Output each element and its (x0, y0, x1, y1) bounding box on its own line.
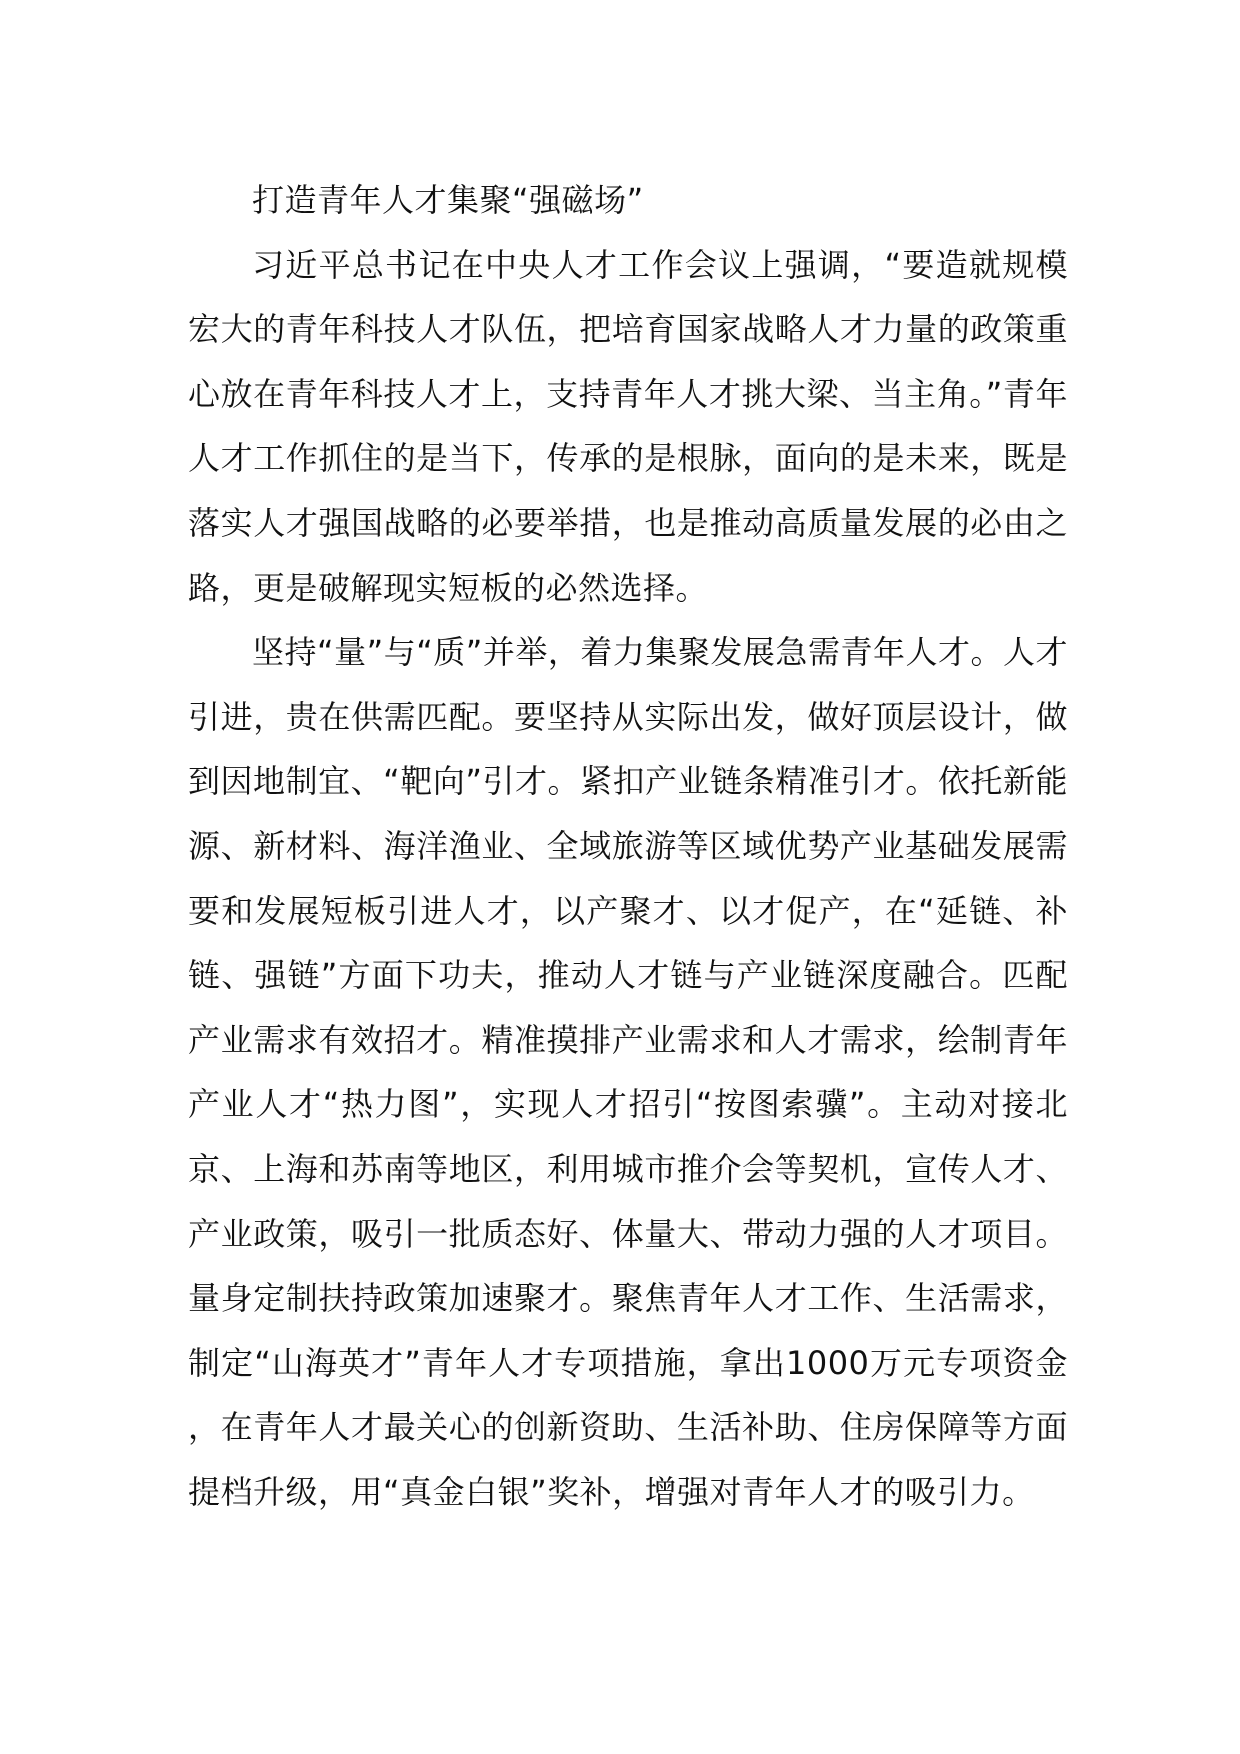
paragraph-intro: 习近平总书记在中央人才工作会议上强调，“要造就规模宏大的青年科技人才队伍，把培育国家战略人才力量的政策重心放在青年科技人才上，支持青年人才挑大梁、当主角。”青年人才工作抓住的是当下，传承的是根脉，面向的是未来，既是落实人才强国战略的必要举措，也是推动高质量发展的必由之路，更是破解现实短板的必然选择。 (188, 245, 1068, 607)
document-body (188, 168, 1068, 1524)
section-heading: 打造青年人才集聚“强磁场” (252, 181, 644, 219)
paragraph-talent-attraction: 坚持“量”与“质”并举，着力集聚发展急需青年人才。人才引进，贵在供需匹配。要坚持从实际出发，做好顶层设计，做到因地制宜、“靶向”引才。紧扣产业链条精准引才。依托新能源、新材料、海洋渔业、全域旅游等区域优势产业基础发展需要和发展短板引进人才，以产聚才、以才促产，在“延链、补链、强链”方面下功夫，推动人才链与产业链深度融合。匹配产业需求有效招才。精准摸排产业需求和人才需求，绘制青年产业人才“热力图”，实现人才招引“按图索骥”。主动对接北京、上海和苏南等地区，利用城市推介会等契机，宣传人才、产业政策，吸引一批质态好、体量大、带动力强的人才项目。量身定制扶持政策加速聚才。聚焦青年人才工作、生活需求，制定“山海英才”青年人才专项措施，拿出1000万元专项资金，在青年人才最关心的创新资助、生活补助、住房保障等方面提档升级，用“真金白银”奖补，增强对青年人才的吸引力。 (188, 633, 1068, 1511)
